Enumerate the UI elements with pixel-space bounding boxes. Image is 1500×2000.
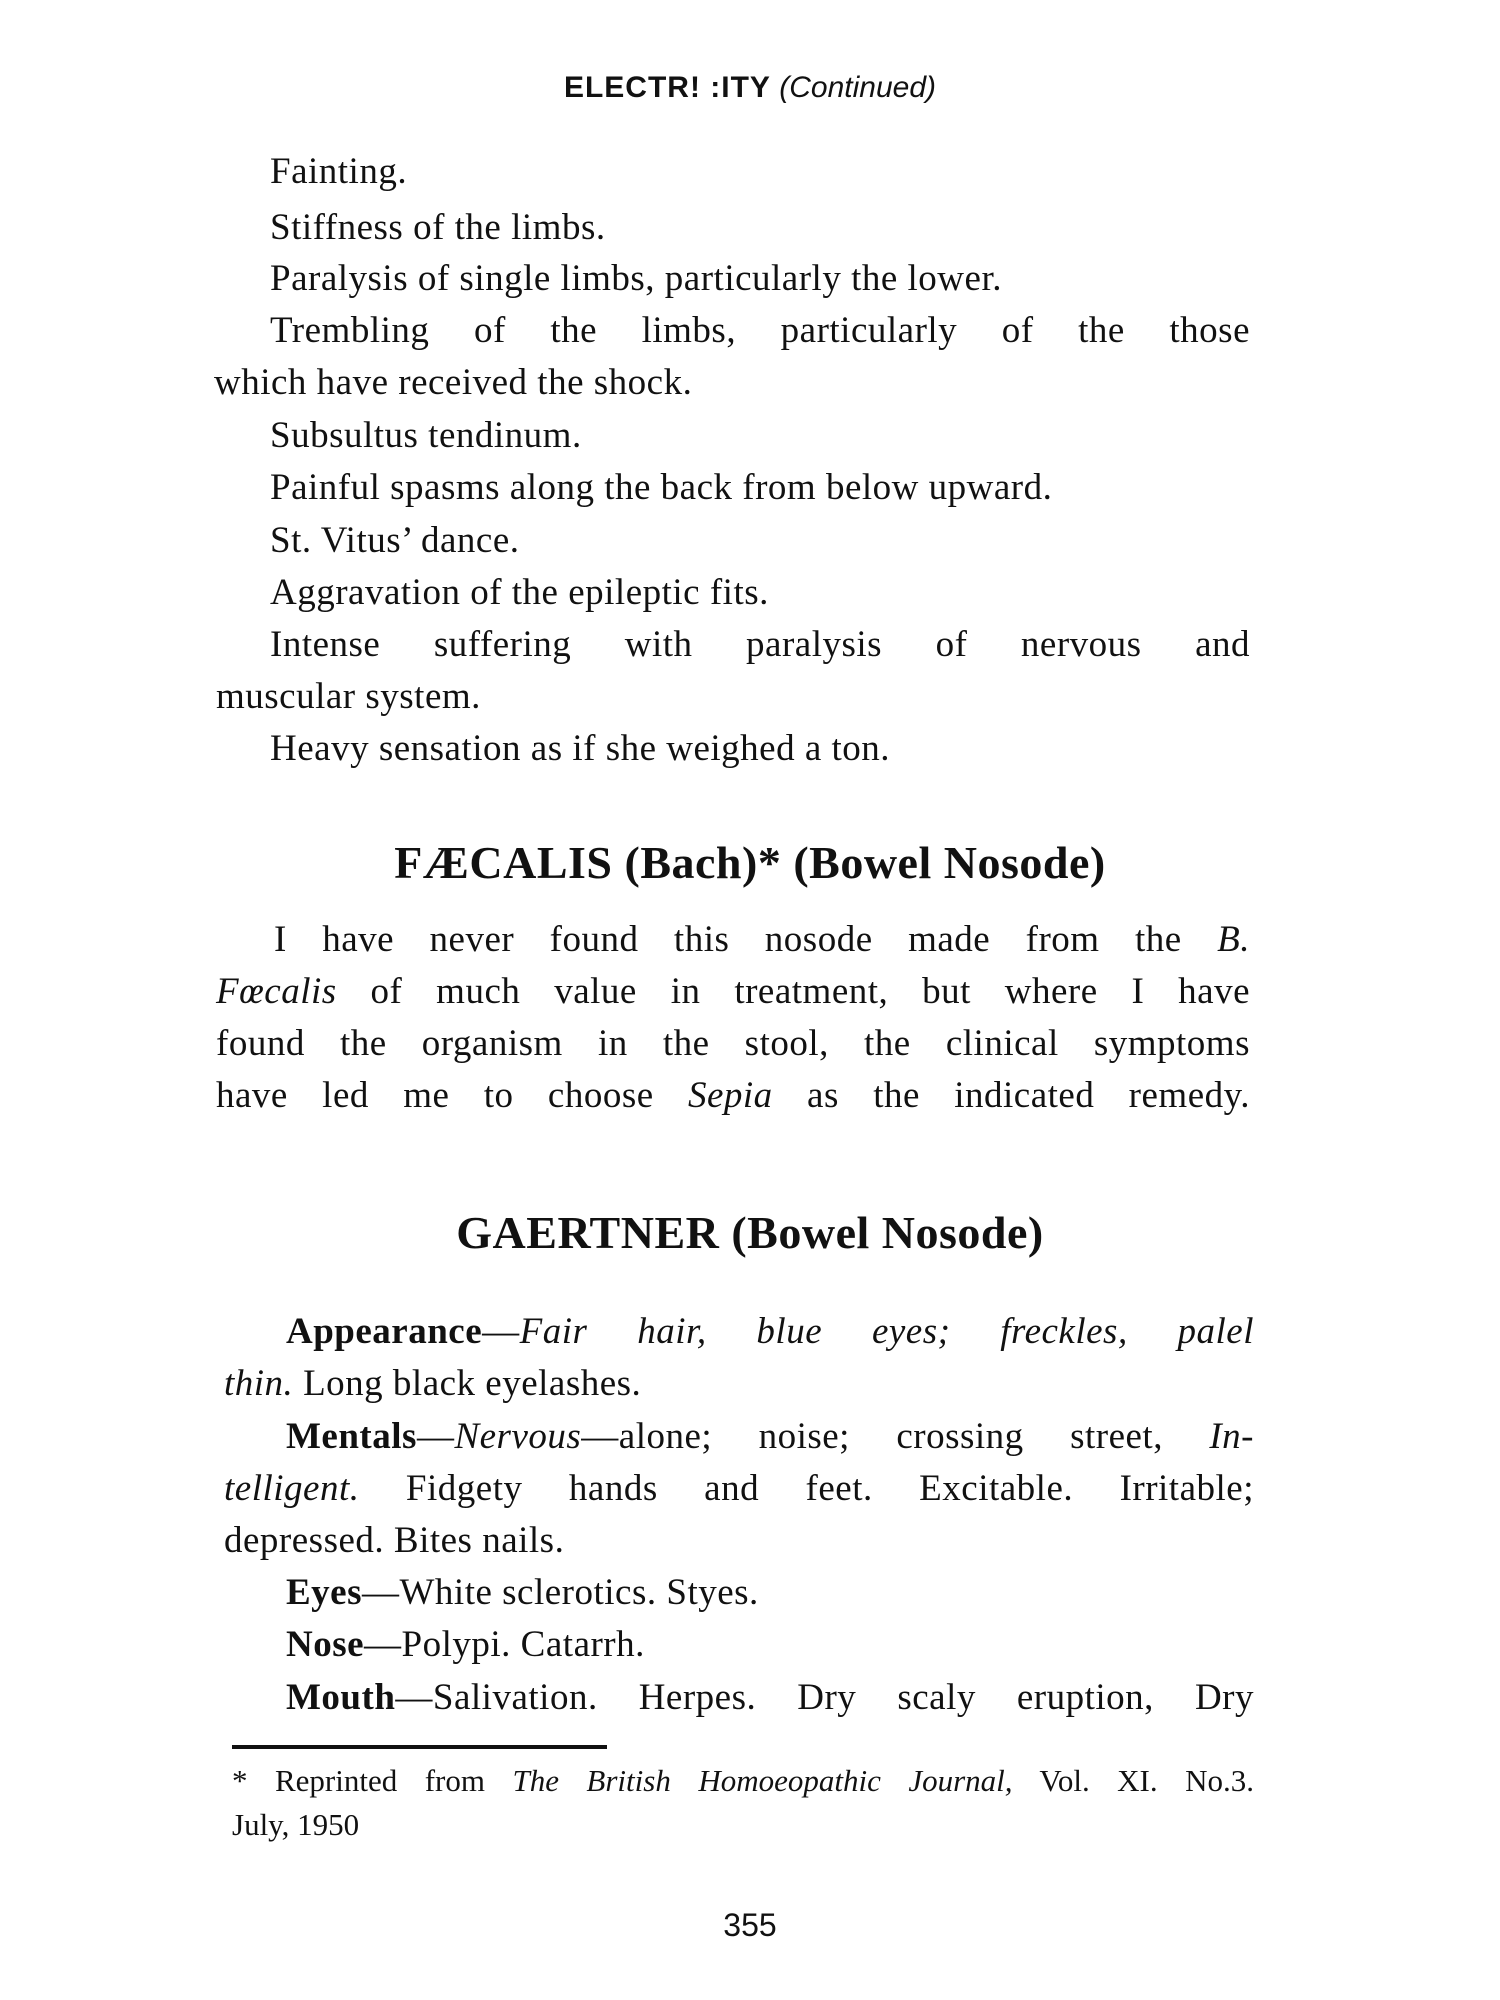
entry-mouth: Mouth—Salivation. Herpes. Dry scaly eruption, Dry: [286, 1677, 1254, 1718]
entry-mentals-cont2: depressed. Bites nails.: [224, 1520, 565, 1561]
section-heading-gaertner: GAERTNER (Bowel Nosode): [456, 1207, 1044, 1258]
running-head-title: ELECTR! :ITY: [563, 71, 771, 104]
entry-mentals: Mentals—Nervous—alone; noise; crossing street, In-: [286, 1416, 1254, 1457]
running-head-continued: (Continued): [779, 71, 937, 104]
symptom-line: which have received the shock.: [214, 362, 693, 403]
entry-nose: Nose—Polypi. Catarrh.: [286, 1624, 645, 1665]
symptom-line: Heavy sensation as if she weighed a ton.: [270, 728, 891, 769]
page-number: 355: [723, 1907, 777, 1943]
section-heading-faecalis: FÆCALIS (Bach)* (Bowel Nosode): [394, 837, 1106, 888]
paragraph-line: I have never found this nosode made from the B.: [274, 919, 1250, 960]
footnote: * Reprinted from The British Homoeopathic Journal, Vol. XI. No.3.: [232, 1763, 1254, 1798]
paragraph-line: have led me to choose Sepia as the indicated remedy.: [216, 1075, 1250, 1116]
symptom-line: Intense suffering with paralysis of nervous and: [270, 624, 1250, 665]
paragraph-line: found the organism in the stool, the clinical symptoms: [216, 1023, 1250, 1064]
symptom-line: Stiffness of the limbs.: [270, 207, 606, 248]
symptom-line: Trembling of the limbs, particularly of the those: [270, 310, 1250, 351]
footnote-rule: [232, 1745, 607, 1749]
entry-eyes: Eyes—White sclerotics. Styes.: [286, 1572, 759, 1613]
symptom-line: Paralysis of single limbs, particularly the lower.: [270, 258, 1002, 299]
symptom-line: Subsultus tendinum.: [270, 415, 582, 456]
symptom-line: St. Vitus’ dance.: [270, 520, 520, 561]
symptom-line: Fainting.: [270, 151, 408, 192]
symptom-line: Aggravation of the epileptic fits.: [270, 572, 769, 613]
entry-appearance: Appearance—Fair hair, blue eyes; freckles, palel: [286, 1311, 1254, 1352]
entry-mentals-cont: telligent. Fidgety hands and feet. Excitable. Irritable;: [224, 1468, 1254, 1509]
entry-appearance-cont: thin. Long black eyelashes.: [224, 1363, 642, 1404]
running-head: [0, 68, 1500, 108]
footnote-date: July, 1950: [232, 1807, 360, 1842]
paragraph-line: Fœcalis of much value in treatment, but where I have: [216, 971, 1250, 1012]
symptom-line: Painful spasms along the back from below upward.: [270, 467, 1053, 508]
symptom-line: muscular system.: [216, 676, 481, 717]
